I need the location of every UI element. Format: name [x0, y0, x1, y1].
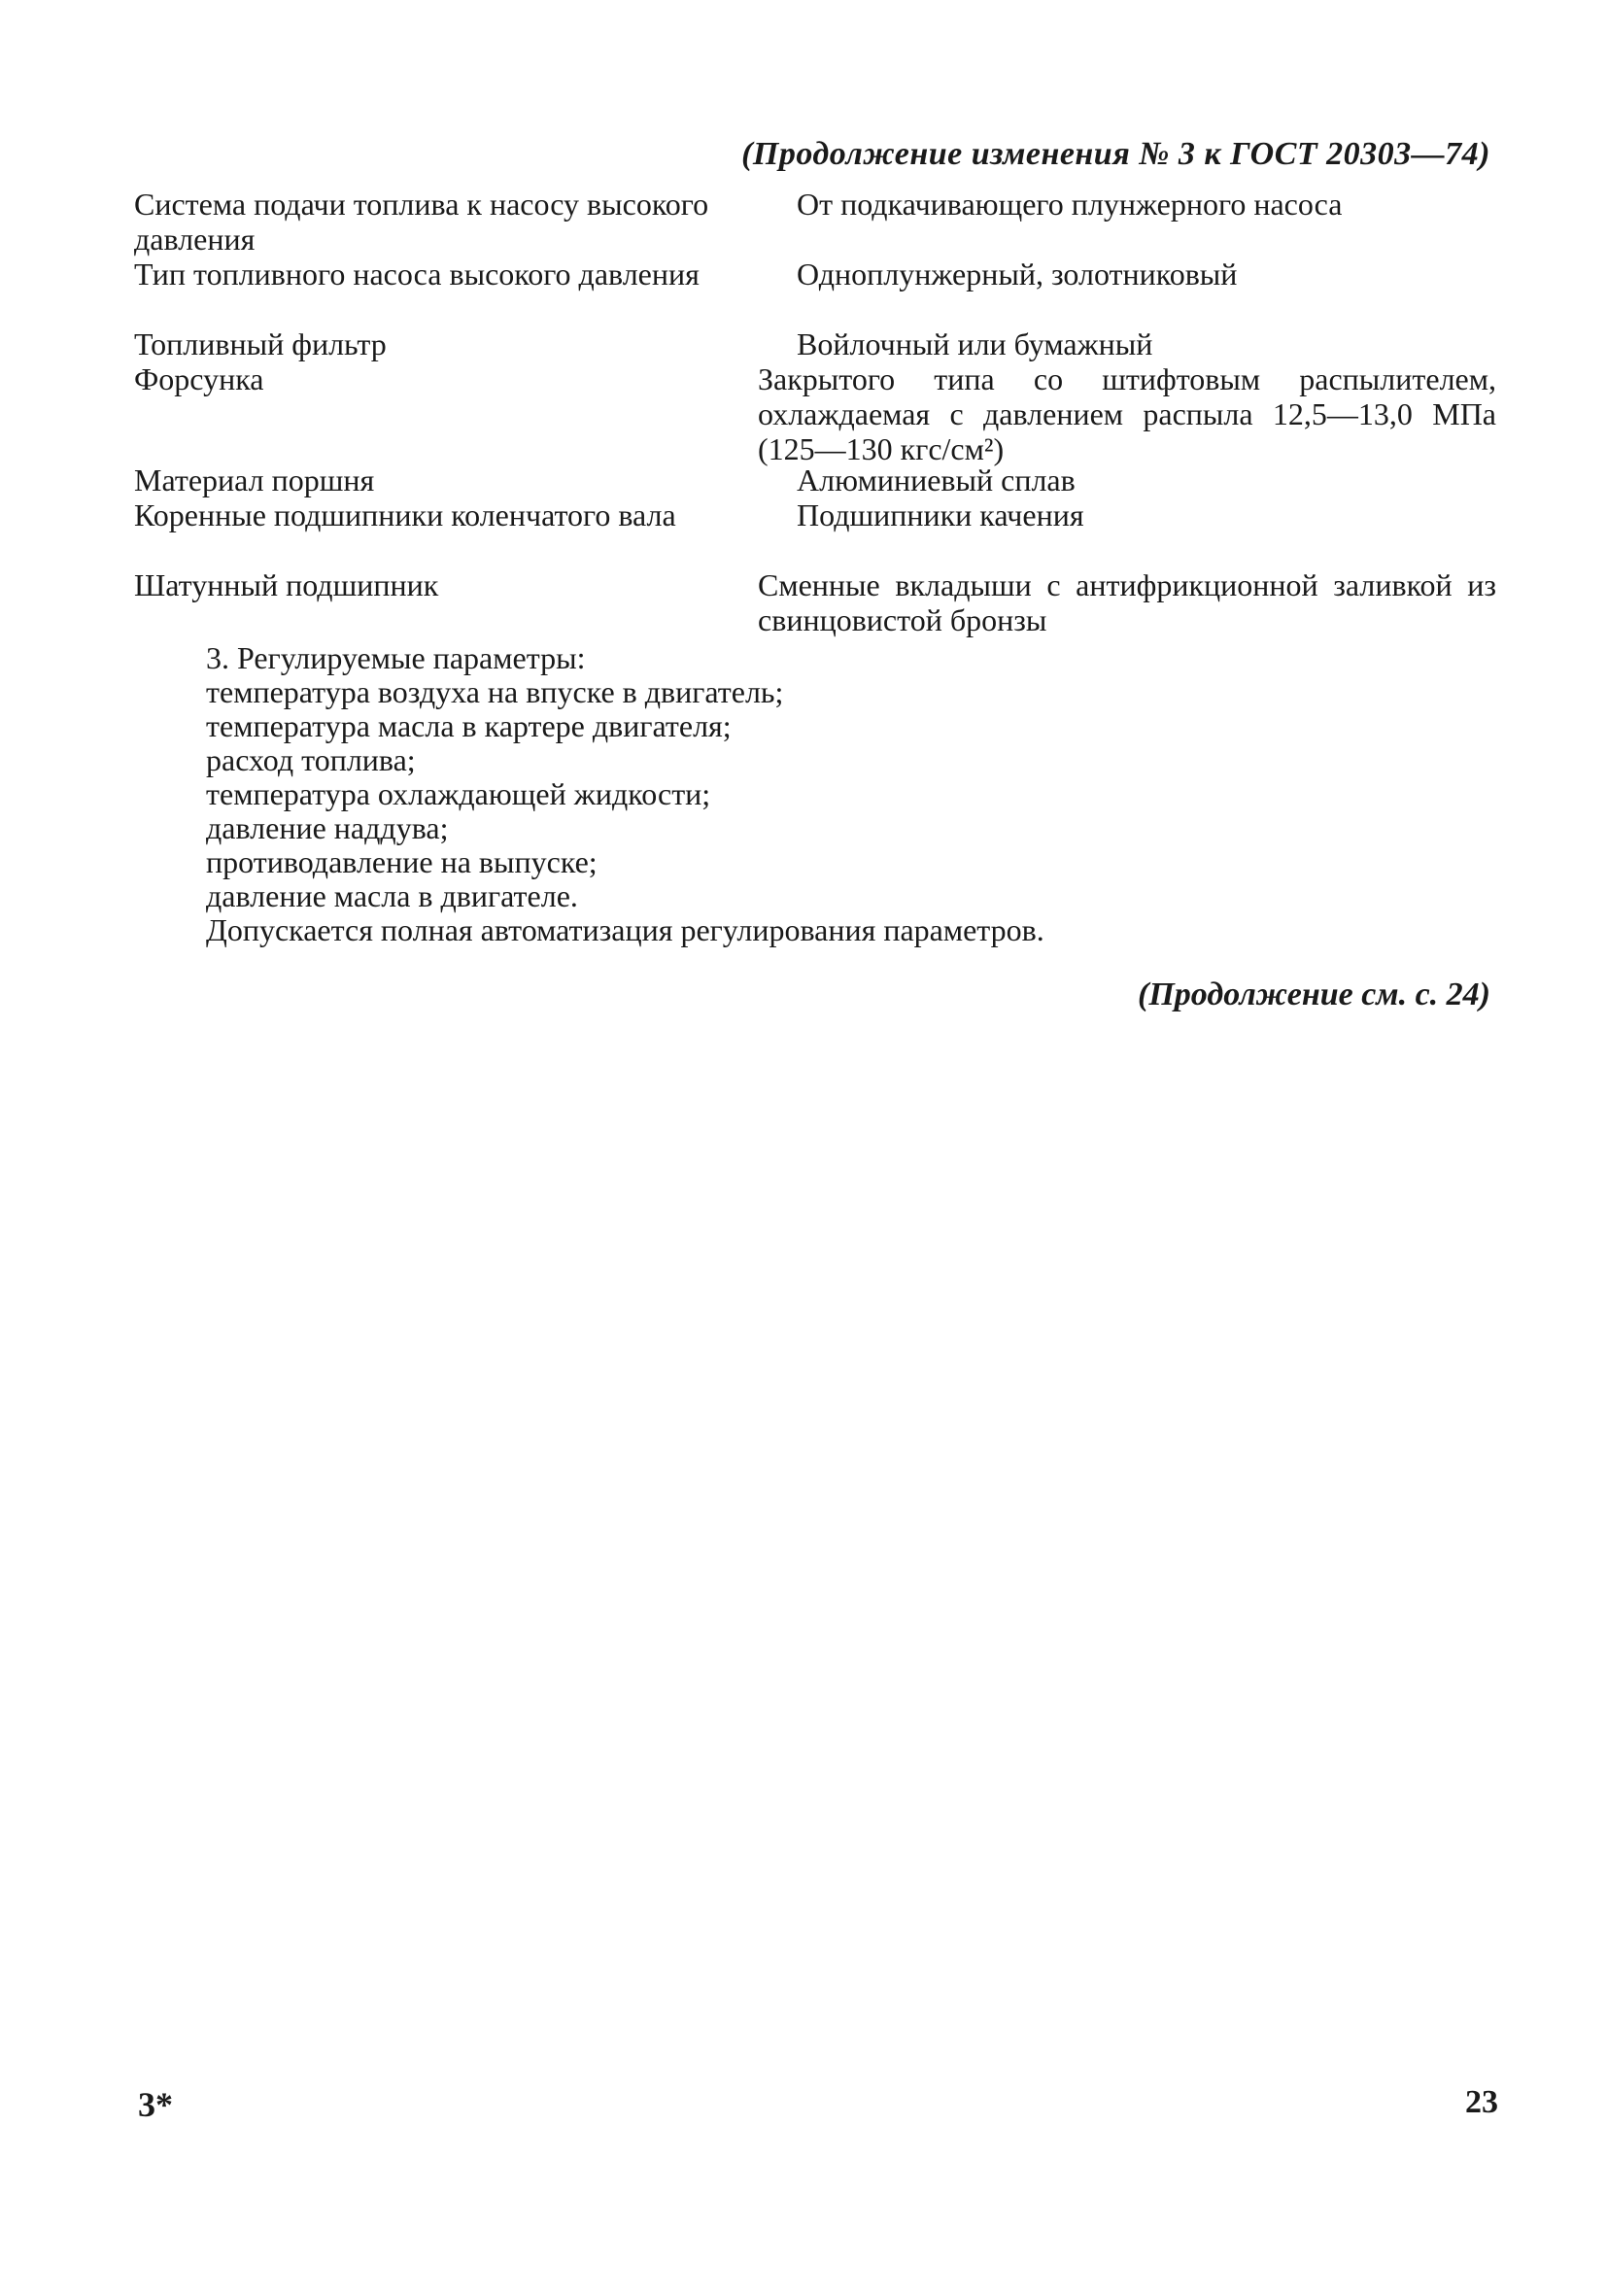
spec-label: Система подачи топлива к насосу высокого давления: [134, 187, 709, 257]
params-note: Допускается полная автоматизация регулирования параметров.: [206, 912, 1044, 947]
spec-label: Материал поршня: [134, 463, 375, 497]
spec-label: Шатунный подшипник: [134, 567, 439, 602]
header-note: (Продолжение изменения № 3 к ГОСТ 20303—74): [741, 136, 1490, 172]
spec-value: Подшипники качения: [797, 497, 1084, 532]
spec-value: Закрытого типа со штифтовым распылителем, охлаждаемая с давлением распыла 12,5—13,0 МПа (125—130 кгс/см²): [758, 361, 1496, 466]
param-item: температура масла в картере двигателя;: [206, 708, 732, 743]
spec-label: Коренные подшипники коленчатого вала: [134, 497, 676, 532]
spec-value: Алюминиевый сплав: [797, 463, 1076, 497]
spec-label: Форсунка: [134, 361, 264, 396]
sheet-mark: 3*: [138, 2085, 173, 2124]
param-item: температура воздуха на впуске в двигатель;: [206, 674, 784, 709]
continuation-note: (Продолжение см. с. 24): [1138, 977, 1490, 1012]
spec-value: От подкачивающего плунжерного насоса: [797, 187, 1343, 222]
param-item: давление наддува;: [206, 810, 449, 845]
param-item: расход топлива;: [206, 742, 416, 777]
spec-label: Тип топливного насоса высокого давления: [134, 257, 700, 291]
param-item: противодавление на выпуске;: [206, 844, 598, 879]
spec-label: Топливный фильтр: [134, 326, 387, 361]
spec-value: Сменные вкладыши с антифрикционной заливкой из свинцовистой бронзы: [758, 567, 1496, 637]
spec-value: Войлочный или бумажный: [797, 326, 1153, 361]
param-item: температура охлаждающей жидкости;: [206, 776, 711, 811]
page-number: 23: [1465, 2084, 1498, 2120]
spec-value: Однoплунжерный, золотниковый: [797, 257, 1238, 291]
params-heading: 3. Регулируемые параметры:: [206, 640, 586, 675]
regulated-parameters: [206, 641, 1498, 947]
param-item: давление масла в двигателе.: [206, 878, 578, 913]
